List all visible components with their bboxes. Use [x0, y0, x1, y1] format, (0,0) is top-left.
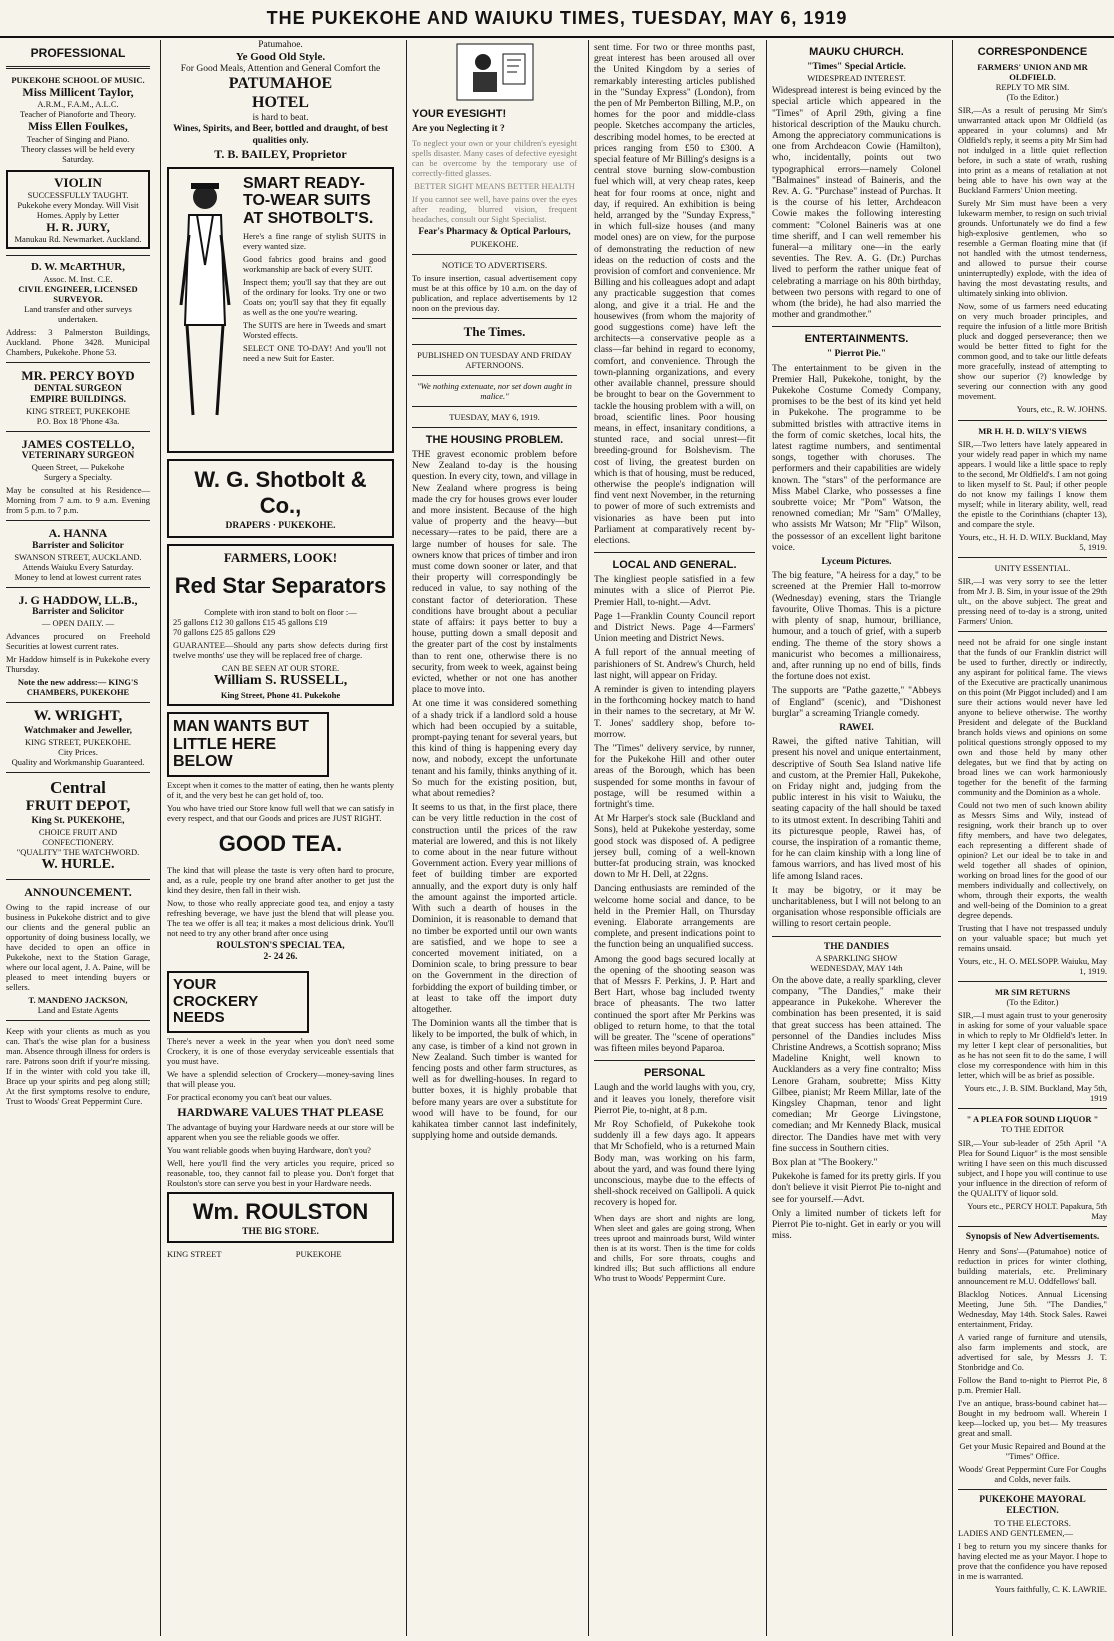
costello-hours: May be consulted at his Residence— Morning from 7 a.m. to 9 a.m. Evening from 5 p.m. to 7 p.m. — [6, 485, 150, 516]
wright-role: Watchmaker and Jeweller, — [24, 725, 132, 736]
liquor-title: " A PLEA FOR SOUND LIQUOR " — [966, 1114, 1099, 1125]
column-church — [766, 40, 946, 1636]
mcarthur-addr: Address: 3 Palmerston Buildings, Auckland. Phone 3428. Municipal Chambers, Pukekohe. Phone 53. — [6, 327, 150, 358]
mayoral-headline: PUKEKOHE MAYORAL ELECTION. — [979, 1495, 1086, 1517]
personal-verse: When days are short and nights are long, When sleet and gales are going strong, When trees uproot and mainroads burst, Wild winter then is at its worst. Then is the time for colds and chills, For sore throats, coughs and kindred ills; But such afflictions all endure Who trust to Woods' Peppermint Cure. — [594, 1212, 755, 1283]
good-tea-headline: GOOD TEA. — [218, 830, 343, 856]
divider — [6, 66, 150, 69]
boyd-building: EMPIRE BUILDINGS. — [29, 394, 127, 405]
dandies-sub: A SPARKLING SHOW — [815, 952, 898, 963]
mayoral-text: I beg to return you my sincere thanks for having elected me as your Mayor. I hope to prove that the confidence you have reposed in me is warranted. — [958, 1540, 1107, 1581]
notice-text: To insure insertion, casual advertisement copy must be at this office by 10 a.m. on the day of publication, and replace advertisements by 12 noon on the previous day. — [412, 272, 577, 313]
divider — [594, 552, 755, 553]
hardware-text: Well, here you'll find the very articles you require, priced so reasonable, too, they cannot fail to please you. Don't forget that Roulston's store can serve you best in your Hardware needs. — [167, 1158, 394, 1189]
mcarthur-quals: Assoc. M. Inst. C.E. — [43, 274, 113, 285]
violin-sub: SUCCESSFULLY TAUGHT. — [27, 189, 129, 200]
wright-name: W. WRIGHT, — [33, 708, 123, 725]
wright-prices: City Prices. — [58, 747, 98, 758]
entertainments-headline: ENTERTAINMENTS. — [804, 333, 909, 346]
housing-headline: THE HOUSING PROBLEM. — [425, 434, 564, 446]
crockery-text: There's never a week in the year when you don't need some Crockery, it is one of those everyday serviceable essentials that you must have. — [167, 1035, 394, 1066]
housing-text: It seems to us that, in the first place, there can be very little reduction in the cost of construction until the prices of the raw material are lowered, and this is not likely to come about in the near future without Government action. Every year millions of feet of building timber are exported annually, and the export duty is only half the amount against the imported article. With such a dearth of houses in the Dominion, it is reasonable to demand that no timber be exported until our own wants are satisfied, and we hope to see a concerted movement initiated, on a Dominion scale, to bring pressure to bear on the Government in the direction of forbidding the export of building timber, or at least to take off the import duty altogether. — [412, 803, 577, 1015]
divider — [6, 1020, 150, 1021]
hotel-style: Ye Good Old Style. — [235, 51, 326, 64]
divider — [412, 254, 577, 255]
divider — [958, 1226, 1107, 1227]
synopsis-headline: Synopsis of New Advertisements. — [965, 1231, 1100, 1242]
boyd-box: P.O. Box 18 'Phone 43a. — [36, 415, 120, 426]
costello-addr: Queen Street, — Pukekohe — [31, 462, 125, 473]
hardware-text: The advantage of buying your Hardware needs at our store will be apparent when you see the reliable goods we offer. — [167, 1121, 394, 1142]
hotel-intro: For Good Meals, Attention and General Comfort the — [180, 64, 381, 75]
crockery-box — [167, 971, 309, 1033]
wily-title: MR H. H. D. WILY'S VIEWS — [978, 425, 1087, 436]
violin-title: VIOLIN — [54, 174, 102, 190]
issue-date: TUESDAY, MAY 6, 1919. — [449, 411, 540, 422]
divider — [6, 587, 150, 588]
violin-days: Pukekohe every Monday. Will Visit Homes. Apply by Letter — [17, 199, 139, 220]
electors: TO THE ELECTORS. — [994, 1517, 1071, 1528]
hotel-name: PATUMAHOE — [228, 75, 333, 93]
crockery-text: We have a splendid selection of Crockery—money-saving lines that will please you. — [167, 1068, 394, 1089]
lyceum-text: The big feature, "A heiress for a day," to be screened at the Premier Hall to-morrow (Wednesday) evening, stars the Triangle favourite, Olive Thomas. This is a picture with plenty of snap, humour, brilliance, humour, and a touch of grief, with a superb ending. The theme of the story shows a manicurist who becomes a millionairess, and, after running up no end of bills, finds the fortune does not exist. — [772, 571, 941, 683]
roulston-banner — [167, 1192, 394, 1243]
divider — [958, 981, 1107, 982]
housing-text: THE gravest economic problem before New Zealand to-day is the housing question. In every city, town, and village in New Zealand where progress is being made the cry for houses grows ever louder and more insistent. Because of the high value of property and the heavy—but necessary—rates to be paid, there are a large number of houses for sale. The owners know that prices of timber and iron must come down sooner or later, and that their property will correspondingly be reduced in value, to say nothing of the constant factor of deterioration. These conditions have brought about a peculiar state of affairs: it pays better to buy a house, putting down a small deposit and the greater part of the cost by instalments than to rent one, otherwise there is no security, from week to week, against being evicted, whether or not one has another place to move into. — [412, 449, 577, 696]
violin-teacher: H. R. JURY, — [46, 219, 110, 234]
eyesight-text: If you cannot see well, have pains over the eyes after reading, blurred vision, frequent headaches, consult our Sight Specialist. — [412, 194, 577, 225]
shotbolt-name: W. G. Shotbolt & Co., — [194, 466, 367, 518]
letter-signature: Yours etc., PERCY HOLT. Papakura, 5th May — [967, 1200, 1107, 1221]
shotbolt-text: Inspect them; you'll say that they are out of the ordinary for looks. Try one or two Coats on; you'll say that they fit equally as well as the one you're wearing. — [243, 276, 386, 317]
letter-text: Could not two men of such known ability as Messrs Sims and Wily, instead of resigning, work their branch up to over fifty members, and have two delegates, each representing a different shade of opinion? Let our ideal be to take in and weld together all shades of opinion, working on broad lines for the good of our members individually and collectively, on whom, through their exports, the wealth and well-being of the Dominion to a great degree depends. — [958, 800, 1107, 921]
synopsis-item: A varied range of furniture and utensils, also farm implements and stock, are advertised for sale, by Messrs J. T. Stonbridge and Co. — [958, 1331, 1107, 1372]
local-item: At Mr Harper's stock sale (Buckland and Sons), held at Pukekohe yesterday, some good stock was disposed of. A pedigree jersey bull, coming of a well-known butter-fat producing strain, was knocked down to Mr H. Dell, at 22gns. — [594, 814, 755, 881]
eyesight-sub: Are you Neglecting it ? — [412, 123, 505, 134]
mauku-sub: "Times" Special Article. — [807, 61, 906, 72]
rawei-text: It may be bigotry, or it may be uncharitableness, but I will not belong to an organisation whose responsible officials are willing to resort certain people. — [772, 885, 941, 930]
personal-item: Laugh and the world laughs with you, cry, and it leaves you lonely, therefore visit Pierrot Pie, to-night, at 8 p.m. — [594, 1083, 755, 1116]
local-item: Among the good bags secured locally at the opening of the shooting season was that of Messrs F. Perkins, J. P. Hart and Bert Hart, whose bag included twenty brace of pheasants. The two latter continued the sport after Mr Perkins was obliged to return home, to that the total will be greater. The "scene of operations" was fifteen miles beyond Paparoa. — [594, 954, 755, 1055]
mcarthur-work: Land transfer and other surveys undertaken. — [24, 304, 132, 325]
man-wants-text: You who have tried our Store know full well that we can satisfy in every respect, and that our Goods and prices are JUST RIGHT. — [167, 802, 394, 823]
fruit-choice: CHOICE FRUIT AND CONFECTIONERY. — [38, 827, 118, 848]
teacher-name: Miss Ellen Foulkes, — [28, 119, 128, 134]
letter-signature: Yours, etc., R. W. JOHNS. — [1016, 404, 1107, 415]
divider — [958, 1489, 1107, 1490]
times-motto: "We nothing extenuate, nor set down aught in malice." — [417, 380, 572, 401]
divider — [6, 772, 150, 773]
wright-quality: Quality and Workmanship Guaranteed. — [11, 757, 145, 768]
column-ads — [160, 40, 400, 1636]
housing-text: At one time it was considered something of a shady trick if a landlord sold a house which had been occupied by a suitable, prompt-paying tenant for several years, but this kind of thing is happening every day now, and nobody, except the unfortunate tenant and his family, thinks anything of it. So much for the existing position, but, what about remedies? — [412, 699, 577, 800]
shotbolt-ad — [167, 167, 394, 453]
gentleman-illustration — [175, 175, 235, 425]
divider — [772, 936, 941, 937]
shotbolt-sub: DRAPERS · PUKEKOHE. — [225, 520, 336, 531]
hotel-proprietor: T. B. BAILEY, Proprietor — [214, 146, 347, 161]
mayoral-signature: Yours faithfully, C. K. LAWRIE. — [994, 1583, 1107, 1594]
farmers-look: FARMERS, LOOK! — [223, 550, 338, 565]
roulston-tea: ROULSTON'S SPECIAL TEA, — [216, 940, 345, 951]
synopsis-item: Blacklog Notices. Annual Licensing Meeting, June 5th. "The Dandies," Wednesday, May 14th. Stock Sales. Rawei entertainment, Friday. — [958, 1288, 1107, 1329]
shotbolt-text: The SUITS are here in Tweeds and smart Worsted effects. — [243, 319, 386, 340]
eye-test-illustration — [455, 42, 535, 102]
wright-addr: KING STREET, PUKEKOHE. — [24, 737, 132, 748]
russell-name: William S. RUSSELL, — [213, 673, 348, 689]
music-repair: Get your Music Repaired and Bound at the "Times" Office. — [959, 1441, 1106, 1462]
shotbolt-text: SELECT ONE TO-DAY! And you'll not need a new Suit for Easter. — [243, 342, 386, 363]
fear-town: PUKEKOHE. — [470, 238, 519, 249]
dandies-box-plan: Box plan at "The Bookery." — [772, 1158, 878, 1169]
haddow-note: Mr Haddow himself is in Pukekohe every Thursday. — [6, 654, 150, 675]
boyd-name: MR. PERCY BOYD — [21, 368, 135, 384]
peppermint-verse: Keep with your clients as much as you can. That's the wise plan for a business man. Absence through illness for orders is rare. Patrons soon drift if your're missing. If in the winter with cold you take ill, Brace up your spirits and peg along still; At the first symptoms resolve to endure, Trust to Woods' Great Peppermint Cure. — [6, 1026, 150, 1107]
mandeno-name: T. MANDENO JACKSON, — [28, 995, 128, 1006]
band-note: Follow the Band to-night to Pierrot Pie, 8 p.m. Premier Hall. — [958, 1375, 1107, 1396]
fruit-address: King St. PUKEKOHE, — [31, 815, 125, 826]
hanna-name: A. HANNA — [48, 526, 108, 541]
divider — [6, 702, 150, 703]
letter-signature: Yours, etc., H. O. MELSOPP. Waiuku, May 1, 1919. — [958, 956, 1107, 977]
local-item: The "Times" delivery service, by runner, for the Pukekohe Hill and other outer areas of the Borough, which has been suspended for some months in favour of postage, will be resumed within a fortnight's time. — [594, 743, 755, 810]
rawei-title: RAWEI. — [839, 722, 874, 733]
housing-continued: sent time. For two or three months past, great interest has been aroused all over the United Kingdom by a series of remarkably interesting articles published in the "Sunday Express" (London), from the pen of Mr Pemberton Billing, M.P., on homes for the poor and middle-class people. Sketches accompany the articles, describing model homes, to be erected at prices ranging from £50 to £300. A special feature of Mr Billing's designs is a central stove burning slow-combustion fuel which will, at very cheap rates, keep heat for four rooms at once, night and day, if required. An exhibition is being held, arranged by the "Sunday Express," in which full-size houses (and many model ones) are on view, for the purpose of demonstrating the reduction of new ideas on the reduction of costs and the provision of comfort and convenience. Mr Billing and his colleagues adopt and adapt any practicable suggestion that comes along, and give it a trial. He and the housewives (from whom the majority of good suggestions come) have left the architects—a conservative people as a class—far behind in regard to economy, comfort, and convenience. Through the town-planning organizations, and every other available channel, pressure should be brought to bear on the Government to tackle the housing problem with a will, on broad, scientific lines. Poor housing means, in effect, insanitary conditions, a stunted race, and social unrest—fit breeding-ground for Bolshevism. The cost of living, the greatest burden on which is that of housing, must be reduced, otherwise the people's indignation will find vent next November, in the returning to power of more of such extremists and visionaries as have been put into Parliament at comparatively recent by-elections. — [594, 43, 755, 546]
unity-title: UNITY ESSENTIAL. — [994, 562, 1071, 573]
mcarthur-name: D. W. McARTHUR, — [30, 261, 126, 274]
pierrot-tickets: Only a limited number of tickets left for Pierrot Pie to-night. Get in early or you will miss. — [772, 1208, 941, 1242]
roulston-address: KING STREET PUKEKOHE — [167, 1249, 342, 1260]
correspondence-headline: CORRESPONDENCE — [977, 46, 1088, 58]
column-professional — [2, 40, 154, 1636]
letter-text: Surely Mr Sim must have been a very lukewarm member, to resign on such trivial grounds. Unfortunately we do find a few high-explosive gentlemen, who so resemble a German floating mine that (if not handled with the utmost tenderness, and allowed to pursue their course uninterruptedly) explode, with the idea of having the most devastating results, and ultimately sinking into oblivion. — [958, 198, 1107, 299]
violin-ad — [6, 170, 150, 250]
crockery-headline: YOUR CROCKERY NEEDS — [173, 976, 259, 1027]
man-wants-text: Except when it comes to the matter of eating, then he wants plenty of it, and the very best he can get hold of, too. — [167, 779, 394, 800]
fear-pharmacy: Fear's Pharmacy & Optical Parlours, — [418, 227, 571, 238]
haddow-name: J. G HADDOW, LL.B., — [18, 592, 138, 607]
hanna-note: Attends Waiuku Every Saturday. — [22, 561, 134, 572]
tea-text: Now, to those who really appreciate good tea, and enjoy a tasty refreshing beverage, we have just the blend that will please you. The tea we offer is all tea; it makes a most delicious drink. You'll not need to try any other brand after once using — [167, 897, 394, 938]
hanna-addr: SWANSON STREET, AUCKLAND. — [14, 551, 142, 562]
divider — [594, 1060, 755, 1061]
divider — [958, 557, 1107, 558]
fruit-quality: "QUALITY" THE WATCHWORD. — [16, 847, 140, 858]
crockery-text: For practical economy you can't beat our values. — [167, 1091, 332, 1102]
column-editorial — [406, 40, 582, 1636]
teacher-name: Miss Millicent Taylor, — [22, 85, 134, 100]
times-title: The Times. — [463, 323, 526, 339]
divider — [412, 427, 577, 428]
pierrot-advt: Pukekohe is famed for its pretty girls. If you don't believe it visit Pierrot Pie to-night and see for yourself.—Advt. — [772, 1172, 941, 1205]
lyceum-text: The supports are "Pathe gazette," "Abbeys of England" (scenic), and "Dishonest burglar" a screaming Triangle comedy. — [772, 686, 941, 719]
mauku-text: Widespread interest is being evinced by the special article which appeared in the "Times" of April 29th, giving a fine historical description of the Mauku church. Among the appreciatory communications is one from Archdeacon Cowie (Hamilton), who, incidentally, points out two typographical errors—namely Colonel "Balmaines" instead of Baineris, and the Rev. A. G. "Purchase" instead of Purchas. It is the course of his letter, Archdeacon Cowie makes the following interesting comment: "Colonel Baineris was at one time sheriff, and I can well remember his funeral—a military one—in the early seventies. The Rev. A. G. (Dr.) Purchas lived to perform the rather unique feat of celebrating a marriage on his 80th birthday, between two persons with regard to one of whom (the bride), he had also married the mother and grandmother." — [772, 86, 941, 321]
divider — [412, 406, 577, 407]
hotel-town: Patumahoe. — [258, 40, 303, 50]
pierrot-title: " Pierrot Pie." — [826, 349, 887, 360]
masthead — [0, 0, 1114, 38]
letter-text: SIR,—Your sub-leader of 25th April "A Plea for Sound Liquor" is the most sensible writing I have seen on this much discussed subject, and I hope you will continue to use your influence in the direction of reform of the QUALITY of liquor sold. — [958, 1137, 1107, 1198]
teacher-role: Teacher of Singing and Piano. — [26, 133, 130, 144]
announcement-title: ANNOUNCEMENT. — [24, 884, 132, 899]
tea-text: The kind that will please the taste is very often hard to procure, and, as a rule, people try one brand after another to get just the kind they desire, then fall in their wish. — [167, 864, 394, 895]
eyesight-text: BETTER SIGHT MEANS BETTER HEALTH — [414, 181, 575, 192]
local-headline: LOCAL AND GENERAL. — [612, 559, 737, 572]
personal-item: Mr Roy Schofield, of Pukekohe took suddenly ill a few days ago. It appears that Mr Schofield, who is a returned Main Body man, was working on his farm, about the yard, and was found there lying unconscious, maybe due to the effects of shell-shock received on Gallipoli. A quick recovery is hoped for. — [594, 1120, 755, 1209]
housing-text: The Dominion wants all the timber that is likely to be imported, the bulk of which, in any case, is timber of a kind not grown in New Zealand. Such timber is wanted for fencing posts and other farm structures, as well as for dwelling-houses. In regard to butter boxes, it is highly probable that before many years are over a substitute for wood will have to be found, for our kahikatea timber cannot last indefinitely, supplying home and outside demands. — [412, 1019, 577, 1142]
music-school: PUKEKOHE SCHOOL OF MUSIC. — [11, 75, 145, 86]
divider — [958, 1108, 1107, 1109]
local-item: Page 1—Franklin County Council report and District News. Page 4—Farmers' Union meeting and District News. — [594, 611, 755, 645]
divider — [6, 431, 150, 432]
man-wants-headline: MAN WANTS BUT LITTLE HERE BELOW — [173, 717, 309, 771]
red-star-sizes: 70 gallons £25 85 gallons £29 — [173, 627, 276, 638]
red-star-ad — [167, 544, 394, 706]
letter-text: Now, some of us farmers need educating on very much broader principles, and require the infusion of a little more British pluck and dogged perseverance; then we would be better fitted to fight for the common good, and to take our little defeats more gracefully, instead of attempting to show our superior (?) knowledge by severing our connection with any good movement. — [958, 301, 1107, 402]
divider — [6, 879, 150, 880]
local-item: Dancing enthusiasts are reminded of the welcome home social and dance, to be held in the Premier Hall, on Thursday evening. Elaborate arrangements are complete, and present indications point to the function being an unqualified success. — [594, 884, 755, 951]
fruit-depot: FRUIT DEPOT, — [25, 798, 131, 815]
haddow-addr: Note the new address:— KING'S CHAMBERS, PUKEKOHE — [17, 677, 139, 698]
mauku-sub2: WIDESPREAD INTEREST. — [807, 73, 906, 84]
pierrot-text: The entertainment to be given in the Premier Hall, Pukekohe, tonight, by the Pukekohe Costume Comedy Company, promises to be the best of its kind yet held in Pukekohe. The programme to be submitted bristles with attractive items in the form of comic sketches, local hits, the latest ragtime numbers, and sentimental songs, together with choruses. The performers and their capabilities are widely known. The "stars" of the performance are Miss Mabel Clarke, who possesses a fine soubrette voice; Mr "Pom" Watson, the renowned comedian; Mr "Sam" O'Malley, who assists Mr Watson; Mr "Flip" Wilson, the possessor of an excellent light baritone voice. — [772, 363, 941, 553]
dandies-title: THE DANDIES — [823, 941, 890, 952]
letter-text: SIR,—I was very sorry to see the letter from Mr J. B. Sim, in your issue of the 29th ult., on the above subject. The great and pressing need of to-day is a strong, united Farmers' Union. — [958, 575, 1107, 626]
announcement-text: Owing to the rapid increase of our business in Pukekohe district and to give our clients and the general public an opportunity of doing business locally, we have decided to open an office in Pukekohe, next to the Station Garage, where our local agent, J. A. Paine, will be pleased to meet intending buyers or sellers. — [6, 901, 150, 992]
red-star-title: Red Star Separators — [174, 573, 387, 599]
shotbolt-text: Here's a fine range of stylish SUITS in every wanted size. — [243, 230, 386, 251]
synopsis-item: Henry and Sons'—(Patumahoe) notice of reduction in prices for winter clothing, building materials, etc. Preliminary announcement re M.U. Oddfellows' ball. — [958, 1245, 1107, 1286]
dandies-text: On the above date, a really sparkling, clever company, "The Dandies," make their appearance in Pukekohe. Wherever the combination has been presented, it is said that great success has been attained. The personnel of the Dandies includes Miss Christine Andrews, a Scottish soprano; Miss Madeline Knight, well known to Aucklanders as a very fine contralto; Miss Lenore Graham, soubrette; Miss Kitty Gilbee, pianist; Mr Reem Millar, late of the Kingsley Chapman, tenor and light comedian; Mr George Livingstone, comedian; and Mr Kennedy Black, musical director. The Dandies have met with very fine success in Southern cities. — [772, 975, 941, 1154]
russell-addr: King Street, Phone 41. Pukekohe — [220, 689, 341, 700]
mauku-headline: MAUKU CHURCH. — [809, 46, 904, 58]
woods-cure: Woods' Great Peppermint Cure For Coughs and Colds, never fails. — [958, 1464, 1107, 1485]
red-star-sizes: 25 gallons £12 30 gallons £15 45 gallons £19 — [173, 617, 328, 628]
local-item: A reminder is given to intending players in the forthcoming hockey match to hand in their names to the secretary, at Mr W. T. Jones' saddlery shop, before to-morrow. — [594, 684, 755, 740]
costello-name: JAMES COSTELLO, — [21, 436, 135, 451]
hotel-hard: is hard to beat. — [252, 113, 309, 124]
letter-text: need not be afraid for one single instant that the funds of our Franklin district will be used to further, directly or indirectly, any aspirant for political fame. The views of the Executive are practically unanimous on this point (Mr Piggot included) and I am sure their actions would never have led anyone to believe otherwise. The worthy President and delegate of the Buckland branch holds views and opinions on some political questions strongly opposed to my own and those held by many other delegates, but we find that by acting on broad lines we can work harmoniously together for the benefit of the farming community and the Dominion as a whole. — [958, 636, 1107, 798]
roulston-name: Wm. ROULSTON — [192, 1199, 369, 1225]
haddow-role: Barrister and Solicitor — [32, 606, 124, 617]
to-editor: TO THE EDITOR — [1001, 1124, 1064, 1135]
mandeno-role: Land and Estate Agents — [37, 1005, 119, 1016]
hotel-word: HOTEL — [252, 94, 309, 112]
red-star-guarantee: GUARANTEE—Should any parts show defects during first twelve months' use they will be replaced free of charge. — [173, 640, 388, 661]
costello-role: VETERINARY SURGEON — [21, 451, 135, 462]
letter-text: SIR,—As a result of perusing Mr Sim's unwarranted attack upon Mr Oldfield (as appeared in your columns) and Mr Oldfield's reply, it seems a pity Mr Sim had not indulged in a little quiet reflection before, in such a state of wrath, rushing into print as a means of retaliation at not being able to have his own way at the Buckland Farmers' Union meeting. — [958, 105, 1107, 196]
divider — [6, 520, 150, 521]
costello-spec: Surgery a Specialty. — [44, 472, 112, 483]
newspaper-title: THE PUKEKOHE AND WAIUKU TIMES, TUESDAY, MAY 6, 1919 — [266, 8, 848, 28]
section-heading: PROFESSIONAL — [30, 46, 126, 60]
haddow-adv: Advances procured on Freehold Securities at lowest current rates. — [6, 631, 150, 652]
teacher-quals: A.R.M., F.A.M., A.L.C. — [37, 99, 119, 110]
letter-text: Trusting that I have not trespassed unduly on your valuable space; but much yet remains unsaid. — [958, 923, 1107, 954]
divider — [412, 375, 577, 376]
hotel-wines: Wines, Spirits, and Beer, bottled and draught, of best qualities only. — [173, 124, 388, 146]
rawei-text: Rawei, the gifted native Tahitian, will present his novel and unique entertainment, descriptive of South Sea Island native life and custom, at the Premier Hall, Pukekohe, on Friday night and, judging from the public interest in his visit to Waiuku, the seating capacity of the hall should be taxed to its utmost extent. In describing Tahiti and its picturesque people, Rawei has, of course, the inspiration of a romantic theme, for he can claim kinship with a long line of famous warriors, and has lived most of his life among Island races. — [772, 737, 941, 882]
column-local — [588, 40, 760, 1636]
reply-title: REPLY TO MR SIM. — [995, 82, 1070, 92]
to-editor: (To the Editor.) — [1006, 92, 1059, 103]
column-correspondence — [952, 40, 1112, 1636]
hardware-headline: HARDWARE VALUES THAT PLEASE — [177, 1104, 384, 1119]
letter-text: SIR,—Two letters have lately appeared in your widely read paper in which my name appears. I would like a little space to reply to the second, Mr Oldfield's. I am not going to liken myself to St. Paul; if other people do not know my failings I know them myself; while in literary ability, well, read the epistle to the Corinthians (chapter 13), and compare the style. — [958, 438, 1107, 529]
lyceum-title: Lyceum Pictures. — [821, 557, 892, 568]
boyd-street: KING STREET, PUKEKOHE — [26, 405, 130, 416]
boyd-role: DENTAL SURGEON — [34, 383, 122, 394]
times-published: PUBLISHED ON TUESDAY AND FRIDAY AFTERNOONS. — [417, 349, 572, 370]
divider — [958, 420, 1107, 421]
divider — [6, 362, 150, 363]
dandies-date: WEDNESDAY, MAY 14th — [810, 962, 903, 973]
violin-addr: Manukau Rd. Newmarket. Auckland. — [14, 234, 142, 245]
notice-title: NOTICE TO ADVERTISERS. — [441, 259, 548, 270]
classes-note: Theory classes will be held every Saturday. — [21, 143, 135, 164]
sim-returns-title: MR SIM RETURNS — [994, 987, 1071, 998]
hurle-name: W. HURLE. — [41, 857, 115, 873]
roulston-store: THE BIG STORE. — [242, 1227, 319, 1238]
hanna-role: Barrister and Solicitor — [32, 540, 124, 551]
haddow-open: — OPEN DAILY. — — [41, 618, 115, 629]
teacher-role: Teacher of Pianoforte and Theory. — [20, 109, 136, 120]
personal-headline: PERSONAL — [643, 1067, 706, 1080]
eyesight-text: To neglect your own or your children's eyesight spells disaster. Many cases of defective eyesight can be overcome by the temporary use of correctly-fitted glasses. — [412, 138, 577, 179]
divider — [772, 326, 941, 327]
local-item: A full report of the annual meeting of parishioners of St. Andrew's Church, held last night, will appear on Friday. — [594, 648, 755, 681]
red-star-desc: Complete with iron stand to bolt on floor :— — [204, 607, 357, 618]
central-title: Central — [50, 778, 106, 798]
eyesight-headline: YOUR EYESIGHT! — [412, 108, 507, 120]
antique-verse: I've an antique, brass-bound cabinet hat— Bought in my bedroom wall. Wherein I keep—locked up, you bet— My treasures great and small. — [958, 1398, 1107, 1439]
tea-prices: 2- 24 26. — [263, 952, 298, 963]
mcarthur-roles: CIVIL ENGINEER, LICENSED SURVEYOR. — [18, 284, 138, 305]
divider — [6, 255, 150, 256]
shotbolt-headline: SMART READY-TO-WEAR SUITS AT SHOTBOLT'S. — [243, 174, 374, 228]
divider — [958, 631, 1107, 632]
divider — [412, 318, 577, 319]
hardware-text: You want reliable goods when buying Hardware, don't you? — [167, 1145, 371, 1155]
divider — [412, 344, 577, 345]
shotbolt-text: Good fabrics good brains and good workmanship are back of every SUIT. — [243, 253, 386, 274]
farmers-union-title: FARMERS' UNION AND MR OLDFIELD. — [977, 61, 1088, 82]
letter-text: SIR,—I must again trust to your generosity in asking for some of your valuable space in which to reply to Mr Oldfield's letter. In my letter I kept clear of personalities, but as he has not seen fit to do the same, I will close my correspondence with him in this letter, which will be as brief as possible. — [958, 1010, 1107, 1081]
shotbolt-banner — [167, 459, 394, 538]
letter-signature: Yours, etc., H. H. D. WILY. Buckland, May 5, 1919. — [958, 531, 1107, 552]
ladies-gentlemen: LADIES AND GENTLEMEN,— — [958, 1527, 1073, 1538]
local-item: The kingliest people satisfied in a few minutes with a slice of Pierrot Pie. Premier Hall, to-night.—Advt. — [594, 575, 755, 608]
man-wants-box — [167, 712, 329, 777]
red-star-seen: CAN BE SEEN AT OUR STORE. — [221, 663, 340, 674]
hanna-money: Money to lend at lowest current rates — [14, 571, 142, 582]
letter-signature: Yours etc., J. B. SIM. Buckland, May 5th, 1919 — [964, 1083, 1107, 1104]
to-editor: (To the Editor.) — [1006, 997, 1059, 1008]
